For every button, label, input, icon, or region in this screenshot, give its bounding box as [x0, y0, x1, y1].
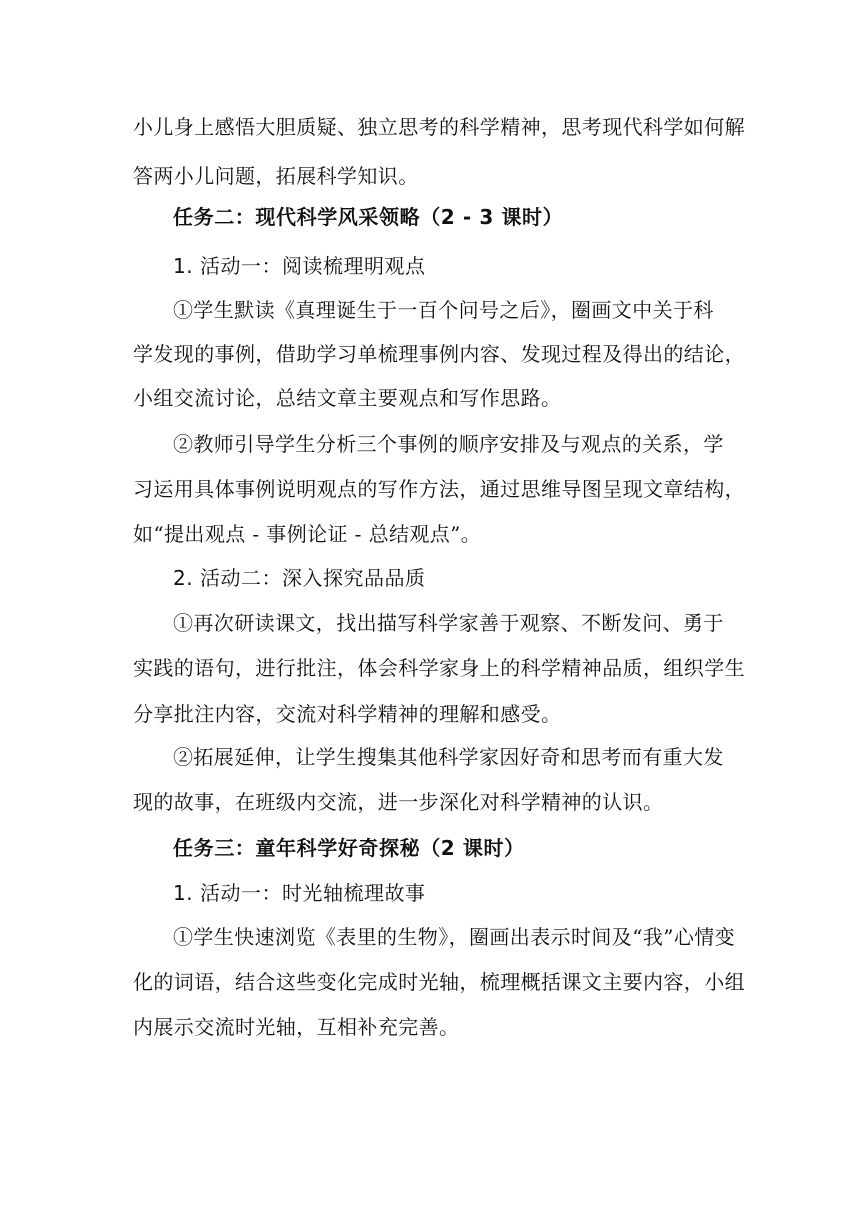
paragraph-line: 学发现的事例，借助学习单梳理事例内容、发现过程及得出的结论，: [133, 342, 745, 366]
paragraph-line: ②教师引导学生分析三个事例的顺序安排及与观点的关系，学: [173, 432, 724, 456]
paragraph-line: 如“提出观点 - 事例论证 - 总结观点”。: [133, 522, 482, 546]
paragraph-line: 分享批注内容，交流对科学精神的理解和感受。: [133, 702, 562, 726]
activity-heading: 1. 活动一：阅读梳理明观点: [173, 254, 426, 278]
activity-heading: 1. 活动一：时光轴梳理故事: [173, 881, 426, 905]
paragraph-line: 化的词语，结合这些变化完成时光轴，梳理概括课文主要内容，小组: [133, 970, 745, 994]
activity-heading: 2. 活动二：深入探究品品质: [173, 566, 426, 590]
paragraph-line: ①学生快速浏览《表里的生物》，圈画出表示时间及“我”心情变: [173, 925, 736, 949]
paragraph-line: ①学生默读《真理诞生于一百个问号之后》，圈画文中关于科: [173, 298, 714, 322]
paragraph-line: 小儿身上感悟大胆质疑、独立思考的科学精神，思考现代科学如何解: [133, 115, 745, 139]
paragraph-line: 答两小儿问题，拓展科学知识。: [133, 164, 419, 188]
section-heading-task-3: 任务三：童年科学好奇探秘（2 课时）: [173, 836, 525, 860]
section-heading-task-2: 任务二：现代科学风采领略（2 - 3 课时）: [173, 205, 564, 229]
paragraph-line: ②拓展延伸，让学生搜集其他科学家因好奇和思考而有重大发: [173, 745, 724, 769]
paragraph-line: 内展示交流时光轴，互相补充完善。: [133, 1015, 460, 1039]
paragraph-line: 实践的语句，进行批注，体会科学家身上的科学精神品质，组织学生: [133, 656, 745, 680]
paragraph-line: 现的故事，在班级内交流，进一步深化对科学精神的认识。: [133, 790, 664, 814]
paragraph-line: 习运用具体事例说明观点的写作方法，通过思维导图呈现文章结构，: [133, 477, 745, 501]
paragraph-line: 小组交流讨论，总结文章主要观点和写作思路。: [133, 386, 562, 410]
paragraph-line: ①再次研读课文，找出描写科学家善于观察、不断发问、勇于: [173, 611, 724, 635]
